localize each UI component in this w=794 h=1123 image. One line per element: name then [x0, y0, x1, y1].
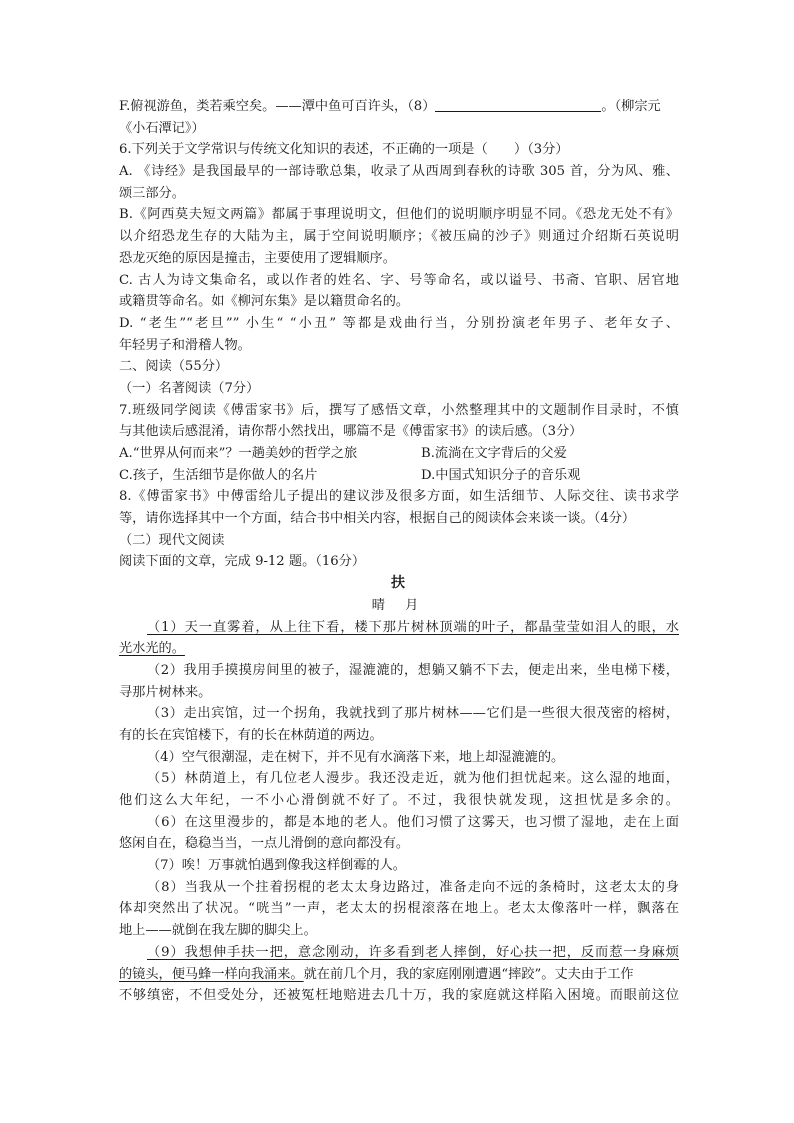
question-7-stem-cont: 与其他读后感混淆，请你帮小然找出，哪篇不是《傅雷家书》的读后感。（3分）	[119, 424, 583, 440]
section-2-part-2-heading: （二）现代文阅读	[119, 532, 225, 548]
section-2-heading: 二、阅读（55分）	[119, 359, 229, 375]
question-6-option-a: A. 《诗经》是我国最早的一部诗歌总集，收录了从西周到春秋的诗歌 305 首，分为风、雅、	[119, 164, 679, 180]
paragraph-4: （4）空气很潮湿，走在树下，并不见有水滴落下来，地上却湿漉漉的。	[147, 749, 565, 765]
question-5f-source-line: 《小石潭记》）	[119, 120, 205, 136]
question-6-option-b: B.《阿西莫夫短文两篇》都属于事理说明文，但他们的说明顺序明显不同。《恐龙无处不有》	[119, 207, 679, 223]
question-6-option-a-cont: 颂三部分。	[119, 185, 185, 201]
paragraph-8-cont: 体却突然出了状况。“咣当”一声，老太太的拐棍滚落在地上。老太太像落叶一样，飘落在	[119, 901, 679, 917]
paragraph-9-rest: 就在前几个月，我的家庭刚刚遭遇“摔跤”。丈夫由于工作	[303, 966, 634, 982]
question-6-option-c-cont: 或籍贯等命名。如《柳河东集》是以籍贯命名的。	[119, 294, 410, 310]
paragraph-7: （7）唉！万事就怕遇到像我这样倒霉的人。	[147, 858, 406, 874]
question-5f-line	[119, 96, 679, 118]
question-8-stem: 8.《傅雷家书》中傅雷给儿子提出的建议涉及很多方面，如生活细节、人际交往、读书求学	[119, 489, 679, 505]
paragraph-2: （2）我用手摸摸房间里的被子，湿漉漉的，想躺又躺不下去，便走出来，坐电梯下楼，	[147, 662, 679, 678]
question-5f-text: F.俯视游鱼，类若乘空矣。——潭中鱼可百许头，（8）	[119, 99, 436, 114]
paragraph-8: （8）当我从一个拄着拐棍的老太太身边路过，准备走向不远的条椅时，这老太太的身	[147, 879, 679, 895]
question-7-option-c: C.孩子，生活细节是你做人的名片	[119, 467, 318, 483]
paragraph-9-cont2: 不够缜密，不但受处分，还被冤枉地赔进去几十万，我的家庭就这样陷入困境。而眼前这位	[119, 988, 679, 1004]
question-6-option-d: D. “老生”“老旦”” 小生“ “小丑” 等都是戏曲行当，分别扮演老年男子、老年女子、	[119, 315, 679, 331]
question-5f-source: 。（柳宗元	[601, 99, 661, 114]
page-content	[119, 96, 679, 1007]
reading-instruction: 阅读下面的文章，完成 9-12 题。（16分）	[119, 554, 366, 570]
paragraph-6-cont: 悠闲自在，稳稳当当，一点儿滑倒的意向都没有。	[119, 836, 410, 852]
answer-blank-8[interactable]	[435, 97, 601, 112]
paragraph-1-cont: 光水光的。	[119, 641, 185, 657]
article-author: 晴 月	[371, 597, 427, 613]
question-7-option-d: D.中国式知识分子的音乐观	[421, 467, 581, 483]
paragraph-5: （5）林荫道上，有几位老人漫步。我还没走近，就为他们担忧起来。这么湿的地面，	[147, 771, 679, 787]
question-7-options-row-1	[119, 443, 679, 465]
question-6-option-b-cont2: 恐龙灭绝的原因是撞击，主要使用了逻辑顺序。	[119, 250, 396, 266]
paragraph-3-cont: 有的长在宾馆楼下，有的长在林荫道的两边。	[119, 727, 383, 743]
paragraph-9: （9）我想伸手扶一把，意念刚动，许多看到老人摔倒，好心扶一把，反而惹一身麻烦	[147, 944, 679, 960]
paragraph-3: （3）走出宾馆，过一个拐角，我就找到了那片树林——它们是一些很大很茂密的榕树，	[147, 706, 679, 722]
question-8-stem-cont: 等，请你选择其中一个方面，结合书中相关内容，根据自己的阅读体会来谈一谈。（4分）	[119, 511, 636, 527]
question-6-option-c: C. 古人为诗文集命名，或以作者的姓名、字、号等命名，或以谥号、书斋、官职、居官地	[119, 272, 679, 288]
article-title: 扶	[391, 575, 407, 592]
question-7-stem: 7.班级同学阅读《傅雷家书》后，撰写了感悟文章，小然整理其中的文题制作目录时，不慎	[119, 402, 679, 418]
paragraph-2-cont: 寻那片树林来。	[119, 684, 212, 700]
section-2-part-1-heading: （一）名著阅读（7分）	[119, 380, 260, 396]
question-7-option-b: B.流淌在文字背后的父爱	[421, 446, 567, 461]
paragraph-9-underlined: 的镜头，便马蜂一样向我涌来。	[119, 966, 304, 982]
question-6-option-d-cont: 年轻男子和滑稽人物。	[119, 337, 251, 353]
question-6-stem: 6.下列关于文学常识与传统文化知识的表述，不正确的一项是（ ）（3分）	[119, 142, 569, 158]
paragraph-8-cont2: 地上——就倒在我左脚的脚尖上。	[119, 923, 317, 939]
question-7-option-a: A.“世界从何而来”？一趟美妙的哲学之旅	[119, 446, 358, 461]
paragraph-5-cont: 他们这么大年纪，一不小心滑倒就不好了。不过，我很快就发现，这担忧是多余的。	[119, 793, 679, 808]
question-7-options-row-2	[119, 465, 679, 487]
paragraph-9-cont	[119, 964, 679, 986]
question-6-option-b-cont: 以介绍恐龙生存的大陆为主，属于空间说明顺序；《被压扁的沙子》则通过介绍斯石英说明	[119, 229, 679, 245]
paragraph-1: （1）天一直雾着，从上往下看，楼下那片树林顶端的叶子，都晶莹莹如泪人的眼，水	[147, 619, 679, 635]
paragraph-6: （6）在这里漫步的，都是本地的老人。他们习惯了这雾天，也习惯了湿地，走在上面	[147, 814, 679, 830]
